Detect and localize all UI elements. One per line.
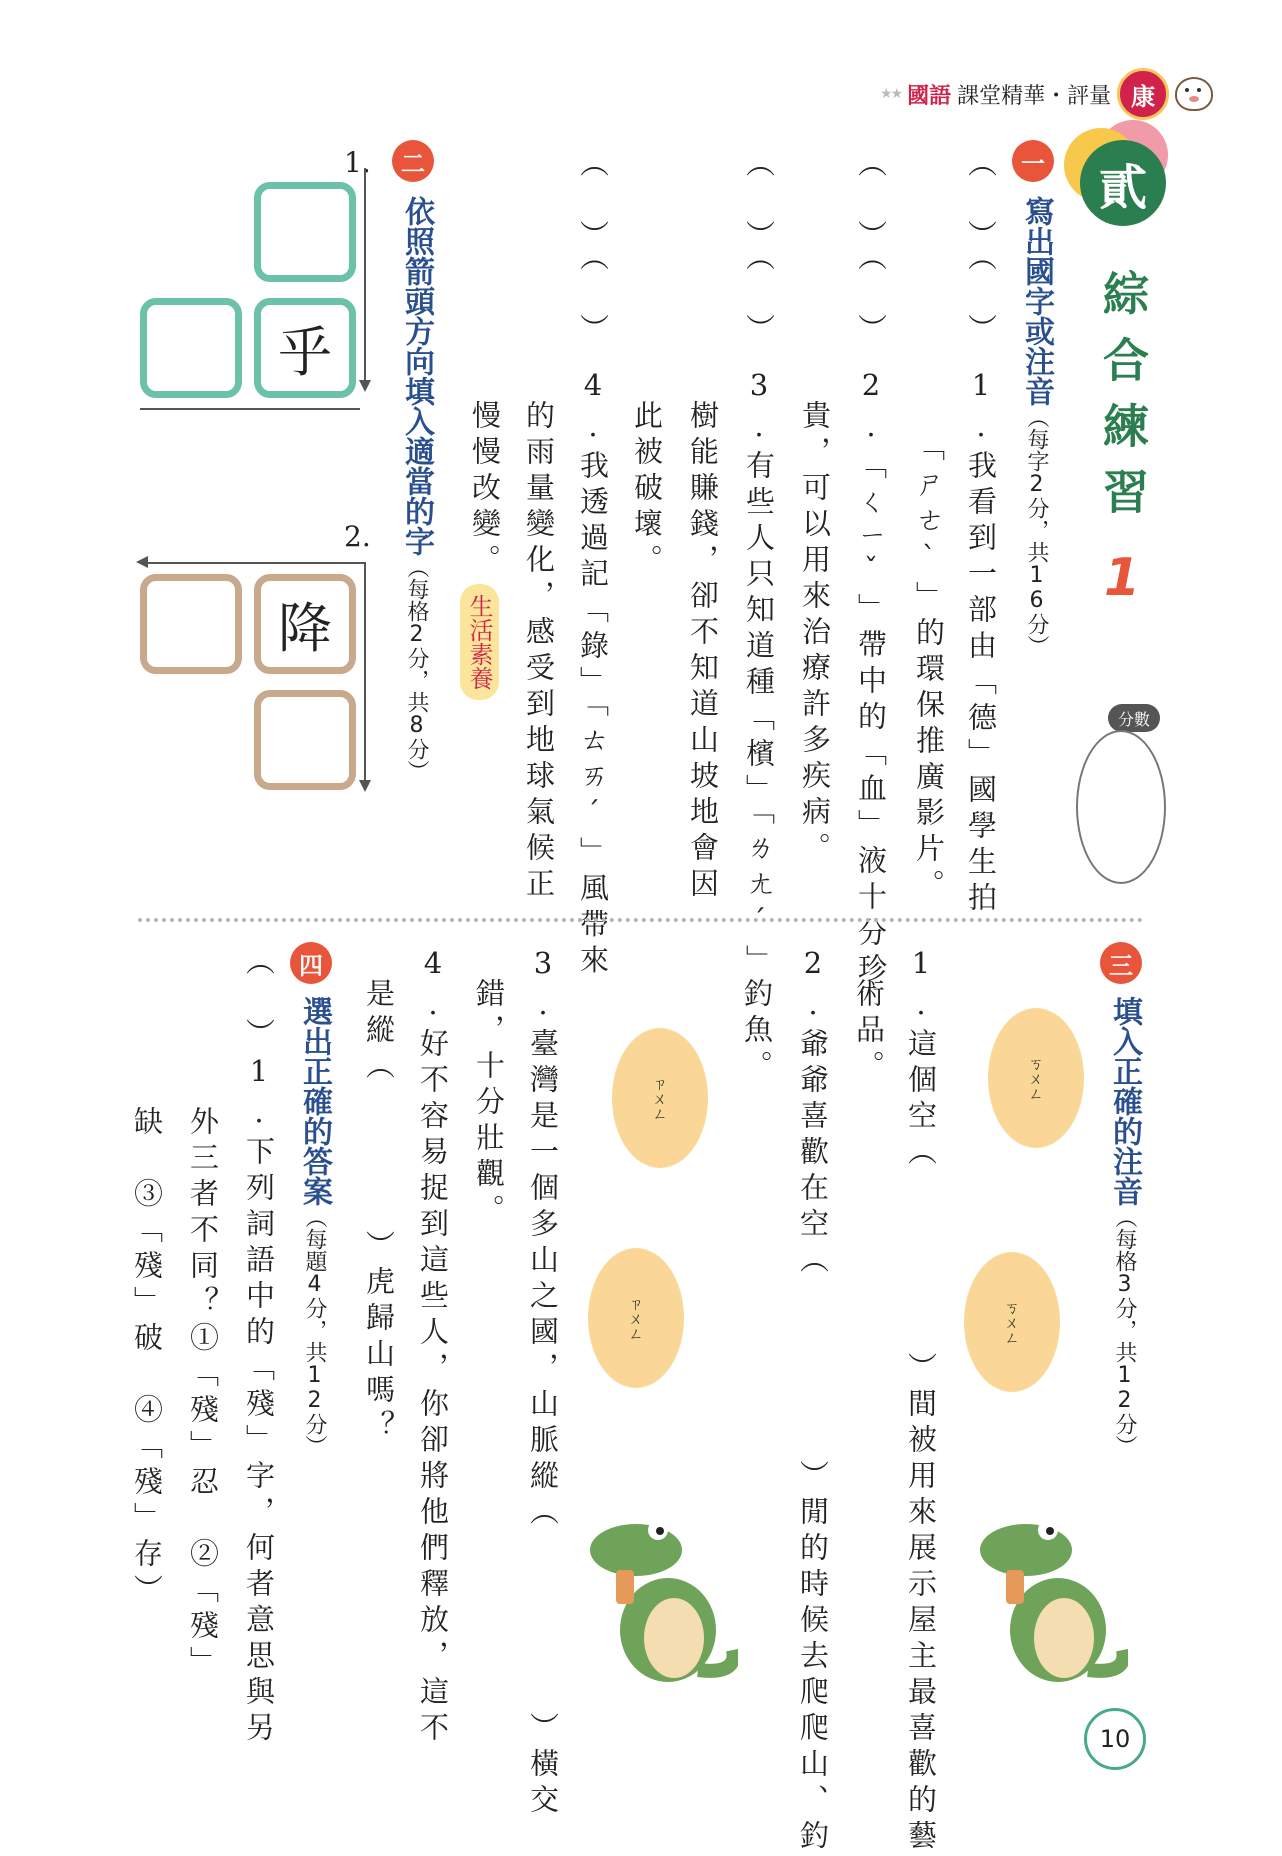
q1-item1-answer-paren[interactable]: （ ）（ ） (964, 148, 998, 350)
q2-item2-given: 降 (254, 574, 356, 674)
book-label: 課堂精華・評量 (957, 83, 1112, 109)
section-badge: 貳 (1080, 140, 1166, 226)
q3-item2-line2: 釣魚。 (740, 978, 774, 1086)
q1-item2-answer-paren[interactable]: （ ）（ ） (854, 148, 888, 350)
q2-item1-number: 1. (344, 146, 371, 179)
arrow-head-icon (136, 556, 148, 568)
q4-badge: 四 (290, 942, 332, 984)
q1-item4-answer-paren[interactable]: （ ）（ ） (576, 148, 610, 350)
q3-item4-line1: 4.好不容易捉到這些人，你卻將他們釋放，這不 (416, 946, 450, 1748)
arrow-head-icon (359, 780, 371, 792)
q1-item4-line1: 4.我透過記「錄」「ㄊㄞˊ」風帶來 (576, 368, 610, 981)
q3-badge: 三 (1100, 942, 1142, 984)
q1-title: 寫出國字或注音（每字2分，共16分） (1019, 196, 1054, 657)
q1-item4-line2: 的雨量變化，感受到地球氣候正 (522, 400, 556, 904)
left-arrow-icon (144, 562, 366, 564)
q1-item3-line1: 3.有些人只知道種「檳」「ㄌㄤˊ」 (742, 368, 776, 981)
q1-item3-line2: 樹能賺錢，卻不知道山坡地會因 (686, 400, 720, 904)
q2-item1-given: 乎 (254, 298, 356, 398)
section-number: 1 (1104, 548, 1141, 608)
subject-label: 國語 (907, 83, 952, 109)
q3-item1-line1: 1.這個空（ ）間被用來展示屋主最喜歡的藝 (904, 946, 938, 1856)
brand-badge: 康 (1117, 68, 1169, 120)
score-box[interactable] (1076, 730, 1166, 884)
q3-item1-line2: 術品。 (852, 978, 886, 1086)
q1-item3-answer-paren[interactable]: （ ）（ ） (742, 148, 776, 350)
vertical-line (364, 562, 366, 787)
horizontal-line (140, 408, 360, 410)
q4-item1-line3: 缺 ③「殘」破 ④「殘」存） (130, 1106, 164, 1610)
q1-item3-line3: 此被破壞。 (630, 400, 664, 580)
zhuyin-oval-2: ㄎㄨㄥ (964, 1252, 1060, 1392)
q4-item1-line2: 外三者不同？①「殘」忍 ②「殘」 (186, 1106, 220, 1682)
crocodile-icon (588, 1500, 738, 1690)
q2-item2-blank-left[interactable] (140, 574, 242, 674)
q2-title: 依照箭頭方向填入適當的字（每格2分，共8分） (399, 196, 434, 782)
q2-item1-blank-top[interactable] (254, 182, 356, 282)
zhuyin-oval-4: ㄗㄨㄥ (588, 1248, 684, 1388)
life-literacy-tag: 生活素養 (460, 584, 499, 700)
q2-item2-number: 2. (344, 520, 371, 553)
q2-item2-blank-bottom[interactable] (254, 690, 356, 790)
arrow-head-icon (359, 380, 371, 392)
q1-item1-line2: 「ㄕㄜˋ」的環保推廣影片。 (912, 432, 946, 905)
section-divider (138, 918, 1143, 922)
score-label: 分數 (1108, 704, 1160, 732)
q1-item1-line1: 1.我看到一部由「德」國學生拍 (964, 368, 998, 918)
star-icon: ★★ (880, 86, 902, 102)
q1-badge: 一 (1012, 140, 1054, 182)
crocodile-icon (978, 1500, 1128, 1690)
q1-item2-line1: 2.「ㄑㄧˇ」帶中的「血」液十分珍 (854, 368, 888, 990)
q4-title: 選出正確的答案（每題4分，共12分） (297, 996, 332, 1457)
zhuyin-oval-1: ㄎㄨㄥ (988, 1008, 1084, 1148)
q1-item4-line3: 慢慢改變。 (468, 400, 502, 580)
q1-item2-line2: 貴，可以用來治療許多疾病。 (798, 400, 832, 868)
q4-item1-line1: （ ）1.下列詞語中的「殘」字，何者意思與另 (242, 946, 276, 1748)
down-arrow-icon (364, 168, 366, 388)
q3-item2-line1: 2.爺爺喜歡在空（ ）閒的時候去爬爬山、釣 (796, 946, 830, 1856)
mascot-icon (1175, 77, 1213, 111)
page-number: 10 (1084, 1708, 1146, 1770)
zhuyin-oval-3: ㄗㄨㄥ (612, 1028, 708, 1168)
section-title: 綜合練習 (1096, 270, 1150, 534)
page-header (880, 68, 1213, 120)
q2-item1-blank-left[interactable] (140, 298, 242, 398)
q2-badge: 二 (392, 140, 434, 182)
q3-item3-line1: 3.臺灣是一個多山之國，山脈縱（ ）橫交 (526, 946, 560, 1820)
q3-title: 填入正確的注音（每格3分，共12分） (1107, 996, 1142, 1457)
q3-item3-line2: 錯，十分壯觀。 (472, 978, 506, 1230)
q3-item4-line2: 是縱（ ）虎歸山嗎？ (362, 978, 396, 1446)
